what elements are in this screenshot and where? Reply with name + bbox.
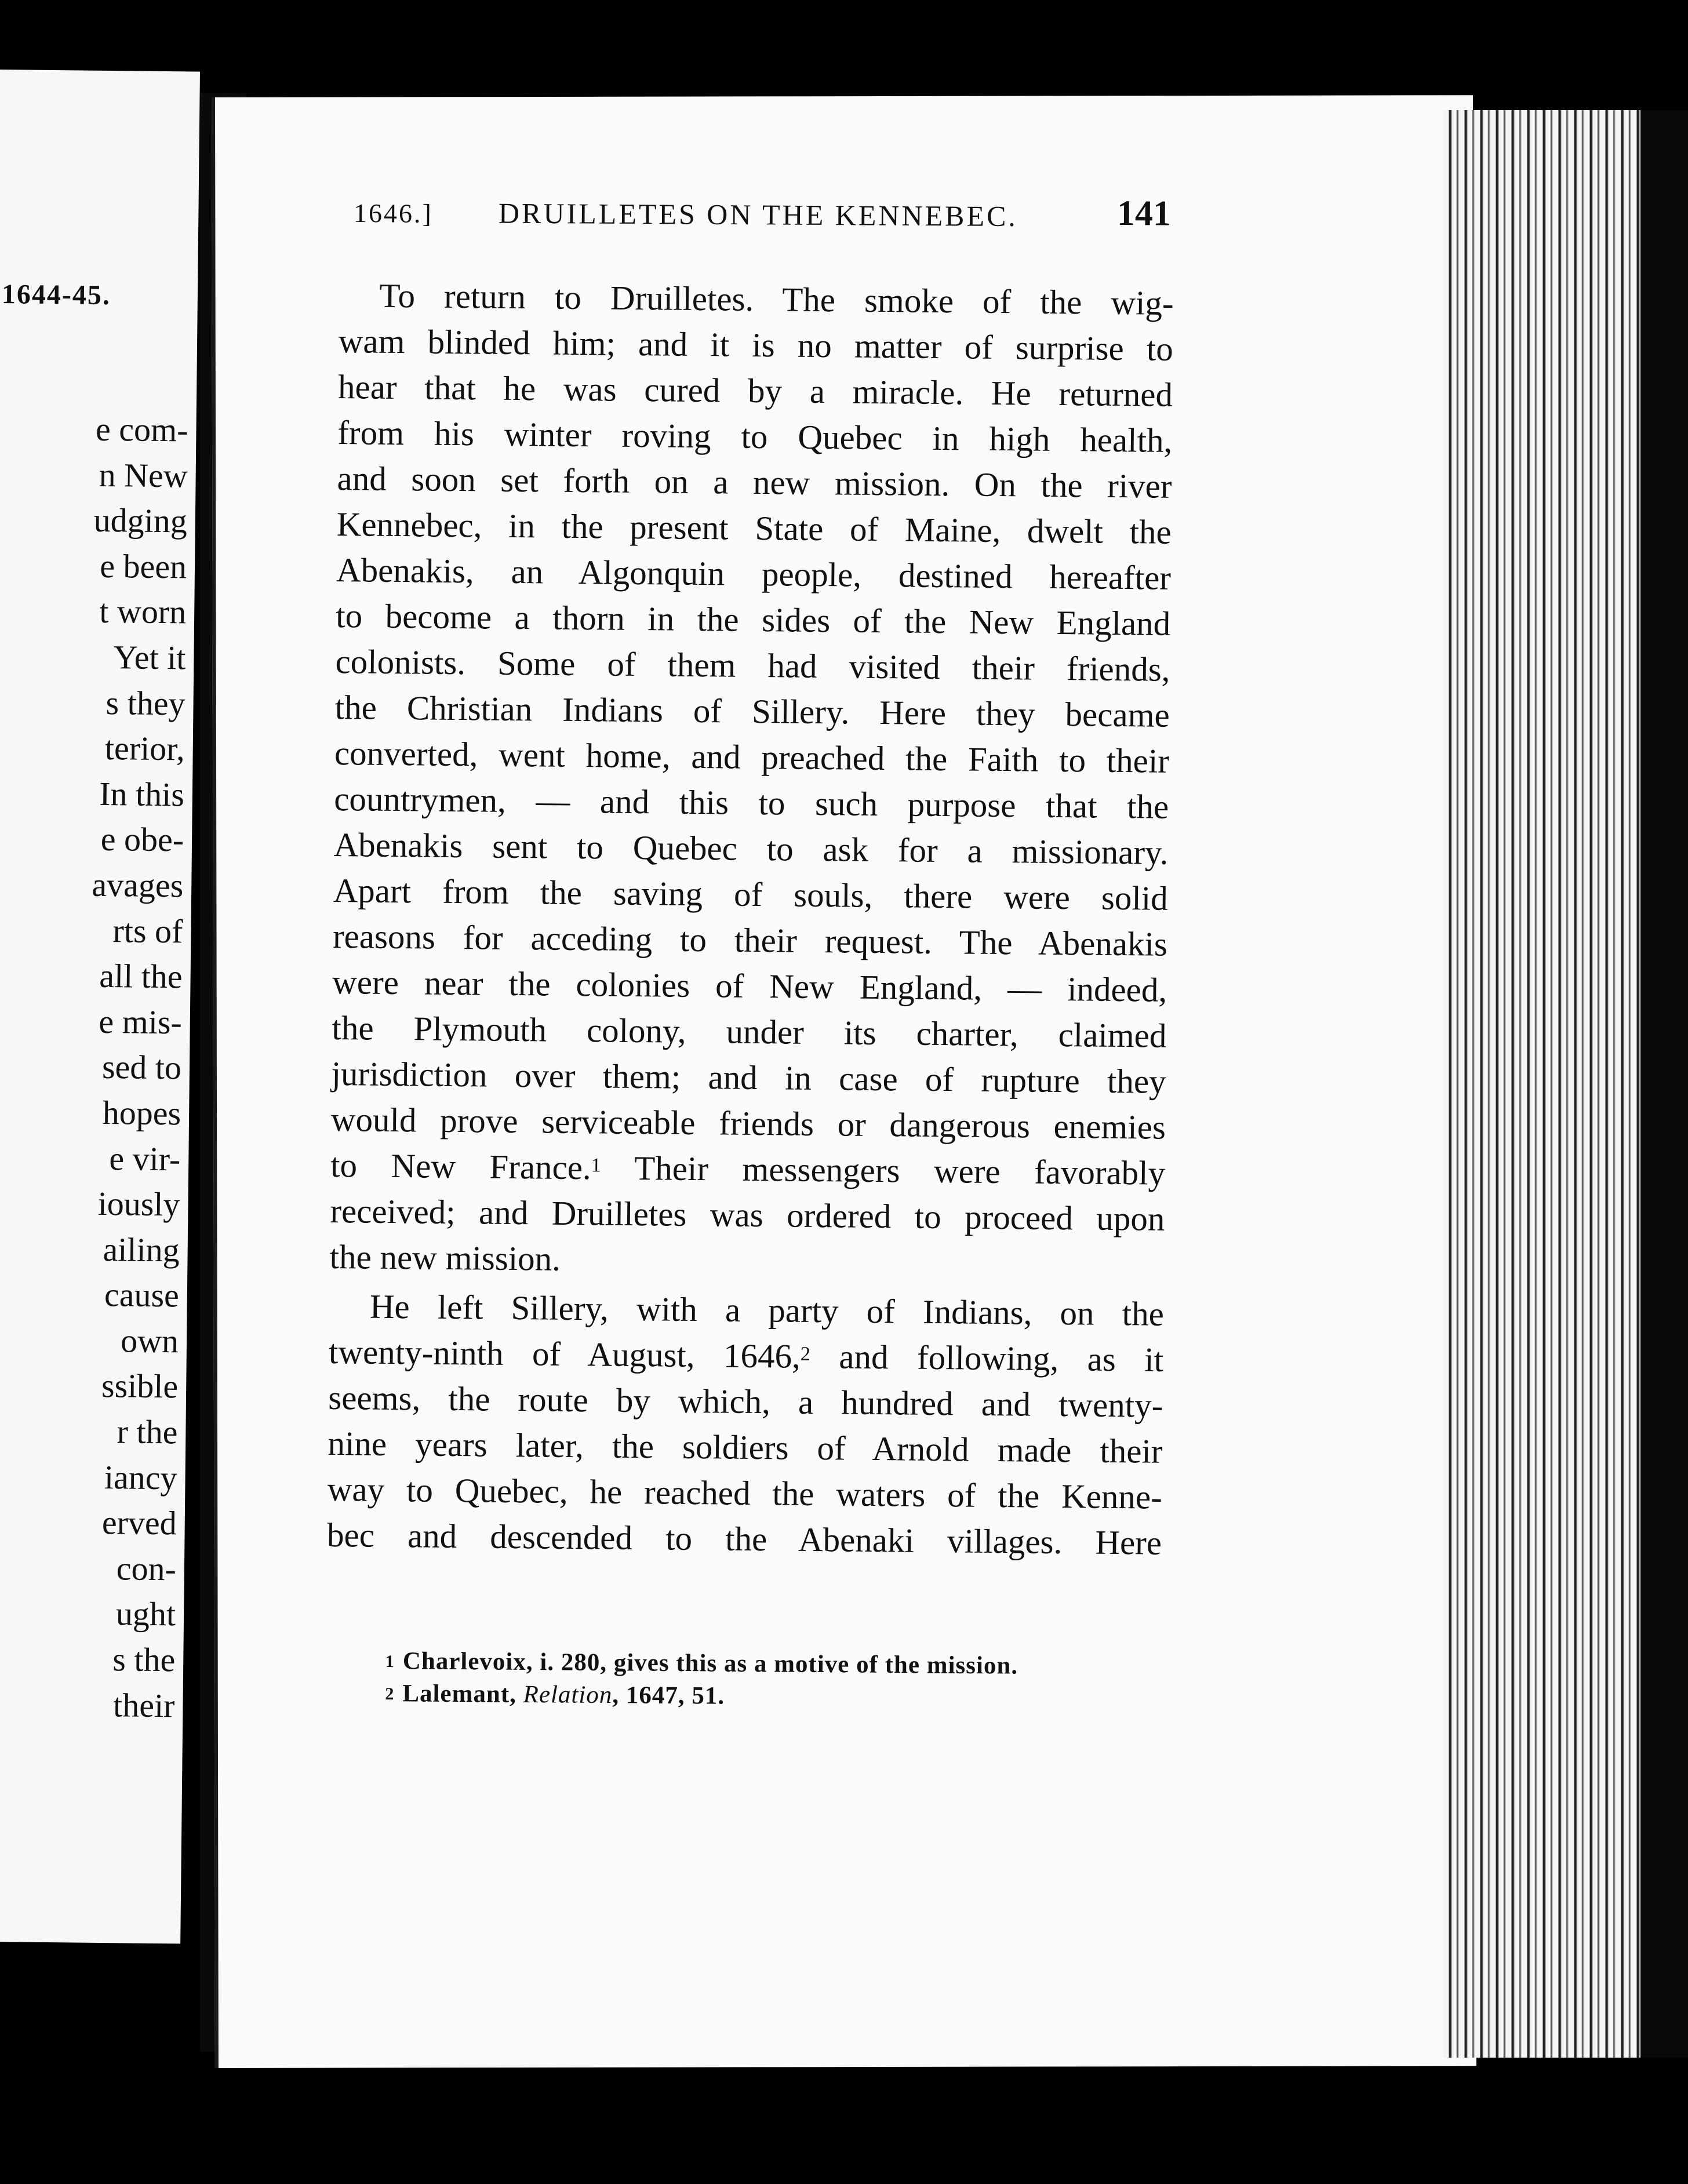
- left-line: iancy: [104, 1458, 177, 1497]
- footnote-text: Charlevoix, i. 280, gives this as a motive of the mission.: [402, 1647, 1018, 1680]
- text-line: to become a thorn in the sides of the New England: [336, 596, 1171, 643]
- text-line: Apart from the saving of souls, there were solid: [333, 871, 1169, 918]
- body-text: [327, 272, 1174, 1566]
- left-line: udging: [93, 501, 188, 540]
- text-line: the new mission.: [329, 1237, 561, 1278]
- left-line: all the: [99, 957, 183, 996]
- text-line: nine years later, the soldiers of Arnold made their: [328, 1424, 1163, 1470]
- left-line: s they: [106, 683, 185, 722]
- text-line: Abenakis sent to Quebec to ask for a missionary.: [333, 825, 1169, 872]
- left-line: ailing: [103, 1230, 180, 1269]
- left-line: ught: [115, 1595, 176, 1633]
- left-line: rts of: [112, 911, 183, 950]
- left-line: r the: [117, 1413, 178, 1451]
- footnote-number: 1: [385, 1651, 395, 1672]
- text-line: the Christian Indians of Sillery. Here they became: [334, 687, 1170, 734]
- footnote-number: 2: [385, 1683, 395, 1704]
- text-line: would prove serviceable friends or dangerous enemies: [330, 1100, 1166, 1146]
- footnote-text: Lalemant,: [402, 1680, 523, 1708]
- left-line: avages: [92, 865, 184, 905]
- text-line: converted, went home, and preached the Faith to their: [334, 733, 1170, 780]
- text-line: countrymen, — and this to such purpose that the: [333, 779, 1169, 826]
- left-line: e com-: [95, 410, 188, 449]
- left-line: t worn: [99, 592, 187, 631]
- left-line: terior,: [104, 729, 185, 768]
- text-line: the Plymouth colony, under its charter, claimed: [332, 1008, 1167, 1055]
- left-facing-page: [0, 70, 200, 1943]
- left-line: e been: [99, 547, 187, 586]
- text-line: reasons for acceding to their request. The Abenakis: [332, 916, 1168, 963]
- page-number: 141: [1116, 194, 1172, 234]
- left-line: cause: [104, 1276, 180, 1315]
- left-line: con-: [116, 1549, 177, 1588]
- text-line: Kennebec, in the present State of Maine, dwelt the: [336, 504, 1172, 551]
- left-line: hopes: [102, 1093, 181, 1133]
- text-line: bec and descended to the Abenaki villages. Here: [326, 1515, 1162, 1562]
- book-fore-edge: [1443, 110, 1646, 2058]
- footnote: [385, 1677, 1138, 1716]
- text-line: Abenakis, an Algonquin people, destined hereafter: [336, 550, 1172, 597]
- left-line: iously: [97, 1184, 180, 1224]
- text-line: and soon set forth on a new mission. On the river: [337, 458, 1172, 505]
- scan-background: [1640, 110, 1688, 2058]
- footnotes: [385, 1645, 1139, 1716]
- footnote-marker: 2: [800, 1343, 811, 1365]
- text-line: To return to Druilletes. The smoke of the wig-: [379, 276, 1174, 322]
- text-line: seems, the route by which, a hundred and twenty-: [328, 1378, 1163, 1425]
- left-line: their: [112, 1686, 175, 1724]
- text-line: received; and Druilletes was ordered to proceed upon: [330, 1191, 1165, 1238]
- text-line: way to Quebec, he reached the waters of the Kenne-: [327, 1469, 1163, 1516]
- footnote: [385, 1645, 1139, 1683]
- left-page-text: [81, 407, 188, 1729]
- left-line: n New: [99, 456, 188, 495]
- left-line: e vir-: [109, 1139, 181, 1178]
- footnote-text: , 1647, 51.: [612, 1681, 725, 1710]
- text-line: jurisdiction over them; and in case of rupture they: [331, 1054, 1166, 1101]
- running-head-year: 1646.]: [353, 198, 433, 228]
- left-line: e obe-: [100, 820, 184, 859]
- left-line: sed to: [101, 1048, 182, 1087]
- left-line: erved: [101, 1504, 177, 1542]
- running-header: [354, 188, 1172, 246]
- left-line: s the: [112, 1640, 176, 1679]
- text-line: He left Sillery, with a party of Indians, on the: [369, 1287, 1165, 1333]
- left-line: In this: [99, 774, 185, 814]
- text-fragment: and following, as it: [810, 1337, 1164, 1379]
- text-fragment: Their messengers were favorably: [601, 1148, 1166, 1192]
- footnote-italic-title: Relation: [523, 1680, 613, 1709]
- text-line-with-footnote: [330, 1142, 1166, 1196]
- left-line: own: [120, 1322, 179, 1360]
- footnote-marker: 1: [591, 1155, 602, 1177]
- paragraph: [327, 1283, 1164, 1566]
- text-line: were near the colonies of New England, — indeed,: [332, 962, 1167, 1009]
- paragraph: [329, 272, 1174, 1288]
- left-line: Yet it: [113, 638, 186, 677]
- text-line: colonists. Some of them had visited their friends,: [335, 642, 1170, 689]
- text-fragment: to New France.: [330, 1145, 592, 1187]
- left-line: e mis-: [99, 1002, 183, 1042]
- text-line-with-footnote: [329, 1329, 1164, 1383]
- text-line: hear that he was cured by a miracle. He returned: [337, 367, 1173, 414]
- left-running-head: 1644-45.: [1, 279, 111, 311]
- left-line: ssible: [101, 1367, 179, 1406]
- running-head-title: DRUILLETES ON THE KENNEBEC.: [498, 196, 1018, 232]
- text-line: wam blinded him; and it is no matter of surprise to: [338, 321, 1174, 368]
- text-fragment: twenty-ninth of August, 1646,: [328, 1332, 801, 1375]
- text-line: from his winter roving to Quebec in high health,: [337, 413, 1173, 460]
